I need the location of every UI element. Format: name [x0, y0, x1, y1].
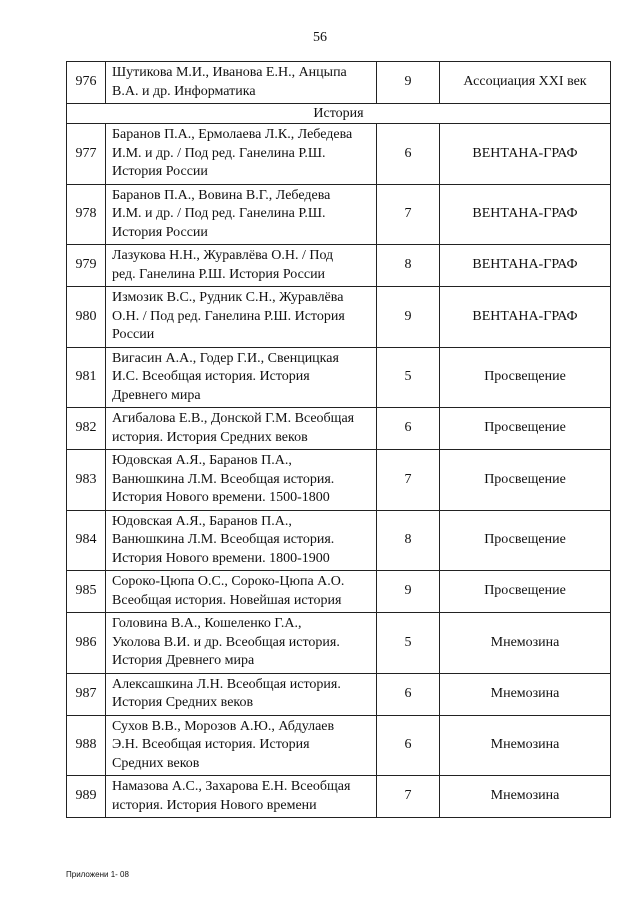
authors-title	[106, 510, 377, 571]
authors-title-line: И.М. и др. / Под ред. Ганелина Р.Ш.	[112, 145, 326, 161]
grade: 7	[377, 184, 440, 245]
publisher: Мнемозина	[440, 776, 611, 818]
row-number: 980	[67, 287, 106, 348]
authors-title	[106, 184, 377, 245]
table-row	[67, 184, 611, 245]
authors-title-line: Всеобщая история. Новейшая история	[112, 592, 342, 608]
publisher: Просвещение	[440, 571, 611, 613]
row-number: 989	[67, 776, 106, 818]
authors-title-line: Агибалова Е.В., Донской Г.М. Всеобщая	[112, 411, 355, 426]
row-number: 976	[67, 62, 106, 104]
row-number: 984	[67, 510, 106, 571]
section-title: История	[67, 104, 611, 124]
authors-title	[106, 62, 377, 104]
authors-title-line: Ванюшкина Л.М. Всеобщая история.	[112, 532, 335, 547]
row-number: 979	[67, 245, 106, 287]
table-row	[67, 613, 611, 674]
grade: 5	[377, 613, 440, 674]
authors-title-line: Баранов П.А., Вовина В.Г., Лебедева	[112, 187, 331, 203]
grade: 9	[377, 62, 440, 104]
table-row	[67, 673, 611, 715]
grade: 8	[377, 245, 440, 287]
grade: 9	[377, 571, 440, 613]
grade: 9	[377, 287, 440, 348]
table-row	[67, 347, 611, 408]
authors-title-line: Шутикова М.И., Иванова Е.Н., Анцыпа	[112, 65, 347, 80]
page-number: 56	[313, 30, 327, 45]
table-row	[67, 450, 611, 511]
authors-title-line: И.С. Всеобщая история. История	[112, 369, 310, 384]
authors-title-line: Э.Н. Всеобщая история. История	[112, 737, 310, 752]
table-row	[67, 245, 611, 287]
grade: 5	[377, 347, 440, 408]
authors-title-line: России	[112, 327, 155, 342]
publisher: Мнемозина	[440, 613, 611, 674]
publisher: Просвещение	[440, 510, 611, 571]
authors-title-line: Головина В.А., Кошеленко Г.А.,	[112, 616, 302, 631]
authors-title-line: Юдовская А.Я., Баранов П.А.,	[112, 513, 292, 529]
grade: 6	[377, 408, 440, 450]
authors-title-line: История Средних веков	[112, 695, 254, 710]
authors-title-line: История Древнего мира	[112, 653, 255, 668]
authors-title-line: история. История Нового времени	[112, 797, 317, 813]
table-row	[67, 510, 611, 571]
table-row	[67, 776, 611, 818]
publisher: ВЕНТАНА-ГРАФ	[440, 245, 611, 287]
publisher: Мнемозина	[440, 715, 611, 776]
authors-title-line: Ванюшкина Л.М. Всеобщая история.	[112, 471, 335, 487]
row-number: 985	[67, 571, 106, 613]
authors-title-line: В.А. и др. Информатика	[112, 83, 256, 99]
authors-title-line: Баранов П.А., Ермолаева Л.К., Лебедева	[112, 127, 353, 142]
footer-note: Приложени 1- 08	[66, 870, 129, 879]
authors-title	[106, 347, 377, 408]
publisher: ВЕНТАНА-ГРАФ	[440, 124, 611, 185]
authors-title-line: Уколова В.И. и др. Всеобщая история.	[112, 634, 340, 650]
row-number: 981	[67, 347, 106, 408]
table-row	[67, 715, 611, 776]
row-number: 983	[67, 450, 106, 511]
authors-title-line: История России	[112, 224, 208, 240]
authors-title	[106, 613, 377, 674]
table-row	[67, 124, 611, 185]
row-number: 977	[67, 124, 106, 185]
table-row	[67, 62, 611, 104]
publisher: ВЕНТАНА-ГРАФ	[440, 184, 611, 245]
authors-title-line: Сороко-Цюпа О.С., Сороко-Цюпа А.О.	[112, 574, 345, 589]
grade: 7	[377, 776, 440, 818]
publisher: Просвещение	[440, 408, 611, 450]
authors-title-line: История Нового времени. 1500-1800	[112, 490, 330, 505]
authors-title-line: Древнего мира	[112, 387, 201, 403]
authors-title-line: История России	[112, 164, 208, 179]
authors-title-line: Лазукова Н.Н., Журавлёва О.Н. / Под	[112, 248, 334, 263]
publisher: Мнемозина	[440, 673, 611, 715]
publisher: Просвещение	[440, 347, 611, 408]
row-number: 986	[67, 613, 106, 674]
authors-title-line: Вигасин А.А., Годер Г.И., Свенцицкая	[112, 350, 339, 366]
grade: 8	[377, 510, 440, 571]
section-row	[67, 104, 611, 124]
authors-title-line: Сухов В.В., Морозов А.Ю., Абдулаев	[112, 718, 335, 734]
authors-title	[106, 245, 377, 287]
authors-title-line: История Нового времени. 1800-1900	[112, 550, 330, 566]
authors-title	[106, 673, 377, 715]
authors-title-line: Намазова А.С., Захарова Е.Н. Всеобщая	[112, 779, 351, 794]
grade: 7	[377, 450, 440, 511]
grade: 6	[377, 715, 440, 776]
row-number: 987	[67, 673, 106, 715]
row-number: 988	[67, 715, 106, 776]
table-row	[67, 571, 611, 613]
authors-title-line: ред. Ганелина Р.Ш. История России	[112, 266, 326, 282]
authors-title-line: Средних веков	[112, 755, 200, 771]
publisher: Просвещение	[440, 450, 611, 511]
authors-title-line: О.Н. / Под ред. Ганелина Р.Ш. История	[112, 308, 345, 324]
authors-title	[106, 715, 377, 776]
row-number: 982	[67, 408, 106, 450]
textbook-table	[66, 61, 611, 818]
grade: 6	[377, 673, 440, 715]
publisher: Ассоциация XXI век	[440, 62, 611, 104]
authors-title-line: Алексашкина Л.Н. Всеобщая история.	[112, 676, 341, 692]
authors-title-line: Измозик В.С., Рудник С.Н., Журавлёва	[112, 290, 344, 305]
row-number: 978	[67, 184, 106, 245]
authors-title	[106, 571, 377, 613]
authors-title	[106, 408, 377, 450]
authors-title	[106, 776, 377, 818]
authors-title-line: И.М. и др. / Под ред. Ганелина Р.Ш.	[112, 206, 326, 221]
table-row	[67, 408, 611, 450]
authors-title	[106, 450, 377, 511]
grade: 6	[377, 124, 440, 185]
authors-title	[106, 287, 377, 348]
authors-title-line: история. История Средних веков	[112, 429, 308, 445]
table-row	[67, 287, 611, 348]
authors-title-line: Юдовская А.Я., Баранов П.А.,	[112, 453, 292, 468]
publisher: ВЕНТАНА-ГРАФ	[440, 287, 611, 348]
authors-title	[106, 124, 377, 185]
